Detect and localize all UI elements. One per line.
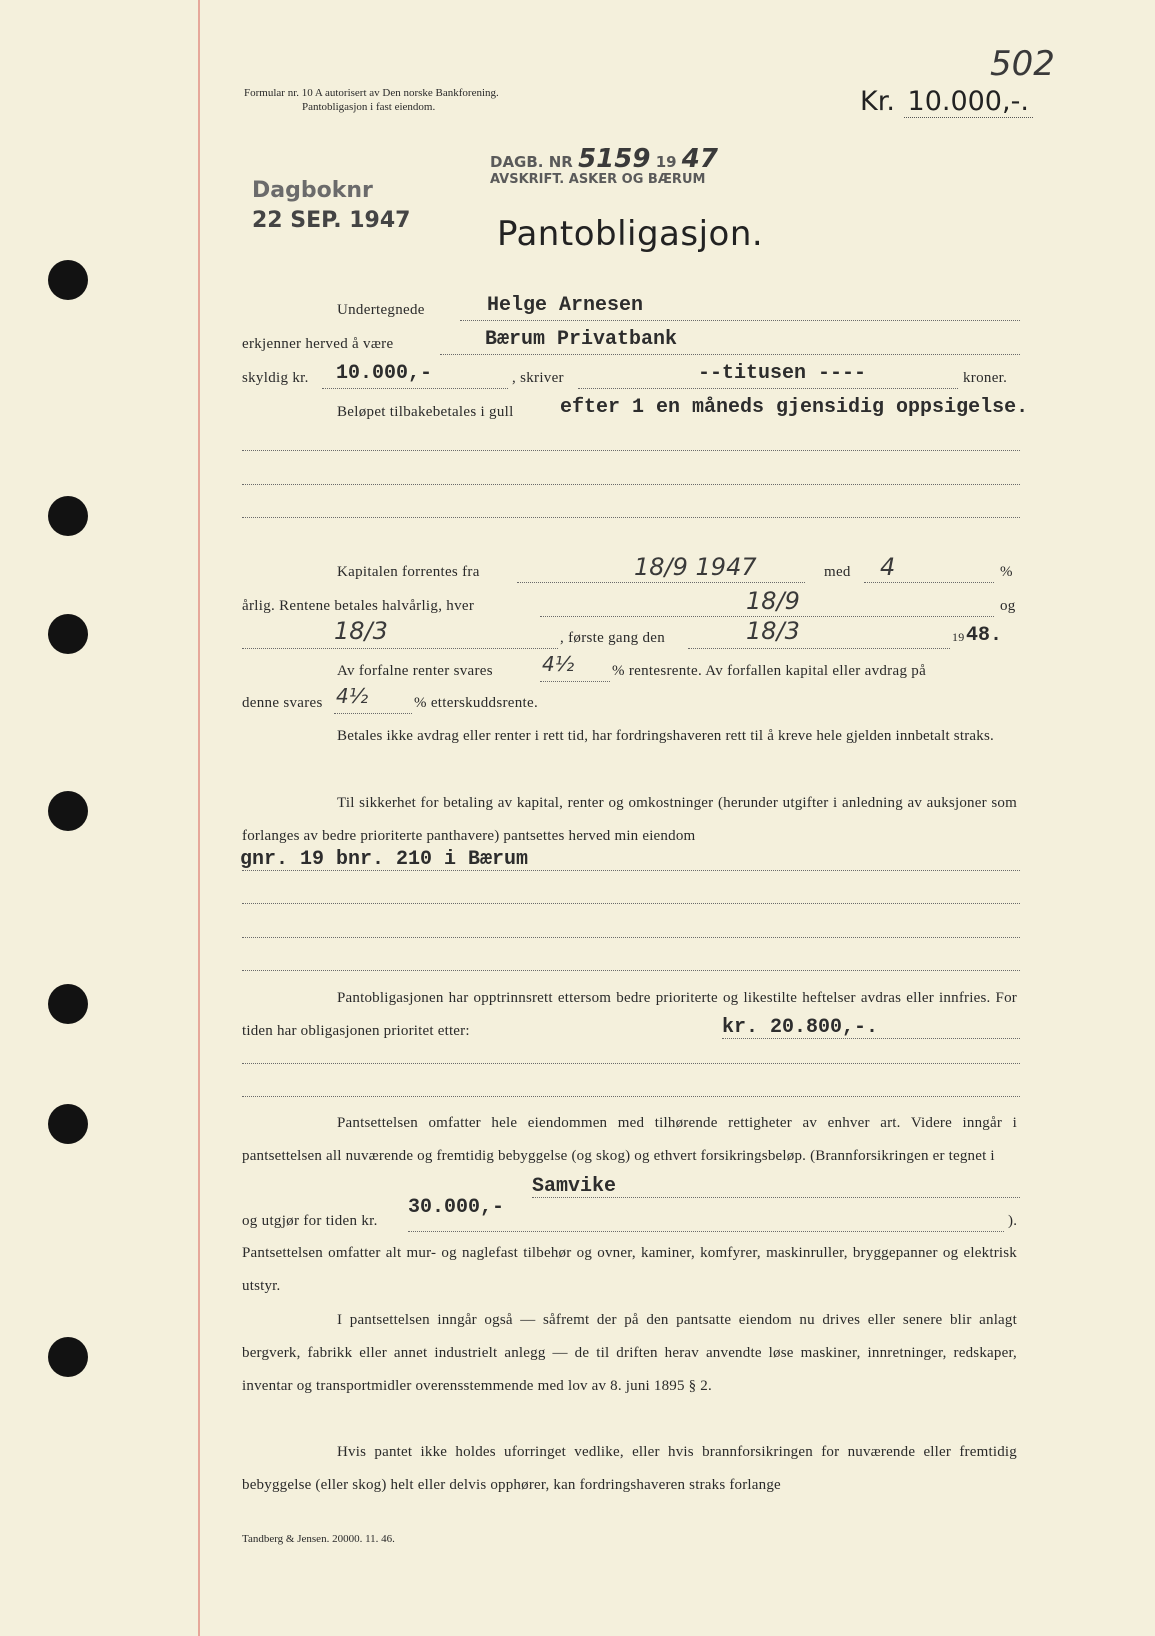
rentesrente-label: % rentesrente. Av forfallen kapital eller avdrag på [612,663,927,679]
year-prefix: 19 [952,630,965,644]
eiendom-line [242,870,1020,871]
erkjenner-label: erkjenner herved å være [242,336,394,352]
utgjor-label: og utgjør for tiden kr. [242,1213,378,1229]
samvike-value: Samvike [532,1175,617,1198]
rate-pct: % [1000,564,1013,580]
erkjenner-line [440,354,1020,355]
year-value: 48. [966,624,1003,647]
erkjenner-value: Bærum Privatbank [485,328,678,351]
betales-paragraph: Betales ikke avdrag eller renter i rett tid, har fordringshaveren rett til å kreve hele gjelden innbetalt straks. [337,728,994,744]
tilbake-value: efter 1 en måneds gjensidig oppsigelse. [560,396,1029,419]
denne-value: 4½ [336,684,369,708]
undertegnede-label: Undertegnede [337,302,425,318]
skyldig-value: 10.000,- [336,362,433,385]
eiendom-value: gnr. 19 bnr. 210 i Bærum [240,848,529,871]
blank-line [242,937,1020,938]
amount-header: Kr. 10.000,-. [860,86,1033,117]
skriver-value: --titusen ---- [698,362,867,385]
blank-line [242,970,1020,971]
utgjor-end: ). [1008,1213,1018,1229]
undertegnede-line [460,320,1020,321]
skyldig-line [322,388,508,389]
dagb-office: AVSKRIFT. ASKER OG BÆRUM [490,172,706,187]
hvis-paragraph: Hvis pantet ikke holdes uforringet vedlike, eller hvis brannforsikringen for nuværende eller fremtidig bebyggelse (eller skog) helt eller delvis opphører, kan fordringshaveren straks forlange [242,1444,1017,1493]
punch-hole [48,614,88,654]
blank-line [242,1063,1020,1064]
prioritet-line [722,1038,1020,1039]
inngar-paragraph: I pantsettelsen inngår også — såfremt der på den pantsatte eiendom nu drives eller senere blir anlagt bergverk, fabrikk eller annet industrielt anlegg — de til driften herav anvendte løse maskiner, innretninger, redskaper, inventar og transportmidler overensstemmende med lov av 8. juni 1895 § 2. [242,1312,1017,1394]
forsikring-value: 30.000,- [408,1196,505,1219]
denne-line [334,713,412,714]
dagbok-stamp-label: Dagboknr [252,178,373,203]
renter-date2: 18/3 [334,617,388,645]
undertegnede-value: Helge Arnesen [487,294,644,317]
forfalne-label: Av forfalne renter svares [337,663,493,679]
skyldig-label: skyldig kr. [242,370,309,386]
punch-hole [48,1104,88,1144]
page-title: Pantobligasjon. [497,214,764,254]
punch-hole [48,260,88,300]
punch-hole [48,1337,88,1377]
forste-date: 18/3 [746,617,800,645]
forste-line [688,648,950,649]
dagb-stamp: DAGB. NR 5159 19 47 [490,144,718,174]
med-label: med [824,564,851,580]
forste-label: , første gang den [560,630,666,646]
omfatter-2-paragraph: Pantsettelsen omfatter alt mur- og naglefast tilbehør og ovner, kaminer, komfyrer, maskinruller, bryggepanner og elektrisk utstyr. [242,1245,1017,1294]
og-label: og [1000,598,1016,614]
blank-line [242,450,1020,451]
form-note: Formular nr. 10 A autorisert av Den norske Bankforening. Pantobligasjon i fast eiendom. [244,87,499,113]
kapital-line [517,582,805,583]
samvike-line [532,1197,1020,1198]
renter-date2-line [242,648,558,649]
blank-line [242,484,1020,485]
printer-note: Tandberg & Jensen. 20000. 11. 46. [242,1533,395,1545]
punch-hole [48,496,88,536]
blank-line [242,903,1020,904]
kapital-date: 18/9 1947 [634,553,757,581]
utgjor-line [408,1231,1004,1232]
kapital-label: Kapitalen forrentes fra [337,564,480,580]
opptrinn-paragraph: Pantobligasjonen har opptrinnsrett ettersom bedre prioriterte og likestilte heftelser avdras eller innfries. For tiden har obligasjonen prioritet etter: [242,990,1017,1039]
sikkerhet-paragraph: Til sikkerhet for betaling av kapital, renter og omkostninger (herunder utgifter i anledning av auksjoner som forlanges av bedre prioriterte panthavere) pantsettes herved min eiendom [242,795,1017,844]
tilbake-label: Beløpet tilbakebetales i gull [337,404,514,420]
renter-label: årlig. Rentene betales halvårlig, hver [242,598,475,614]
blank-line [242,517,1020,518]
omfatter-paragraph: Pantsettelsen omfatter hele eiendommen med tilhørende rettigheter av enhver art. Videre inngår i pantsettelsen all nuværende og fremtidig bebyggelse (og skog) og ethvert forsikringsbeløp. (Brannforsikringen er tegnet i [242,1115,1017,1164]
margin-line [198,0,200,1636]
forfalne-line [540,681,610,682]
denne-label: denne svares [242,695,323,711]
forfalne-value: 4½ [542,652,575,676]
blank-line [242,1096,1020,1097]
renter-date1: 18/9 [746,587,800,615]
prioritet-value: kr. 20.800,-. [722,1016,879,1039]
skriver-label: , skriver [512,370,564,386]
skriver-line [578,388,958,389]
etterskudd-label: % etterskuddsrente. [414,695,538,711]
dagbok-stamp-date: 22 SEP. 1947 [252,208,411,233]
rate-value: 4 [880,553,896,581]
punch-hole [48,984,88,1024]
punch-hole [48,791,88,831]
rate-line [864,582,994,583]
kroner-label: kroner. [963,370,1008,386]
page-number: 502 [990,44,1055,84]
